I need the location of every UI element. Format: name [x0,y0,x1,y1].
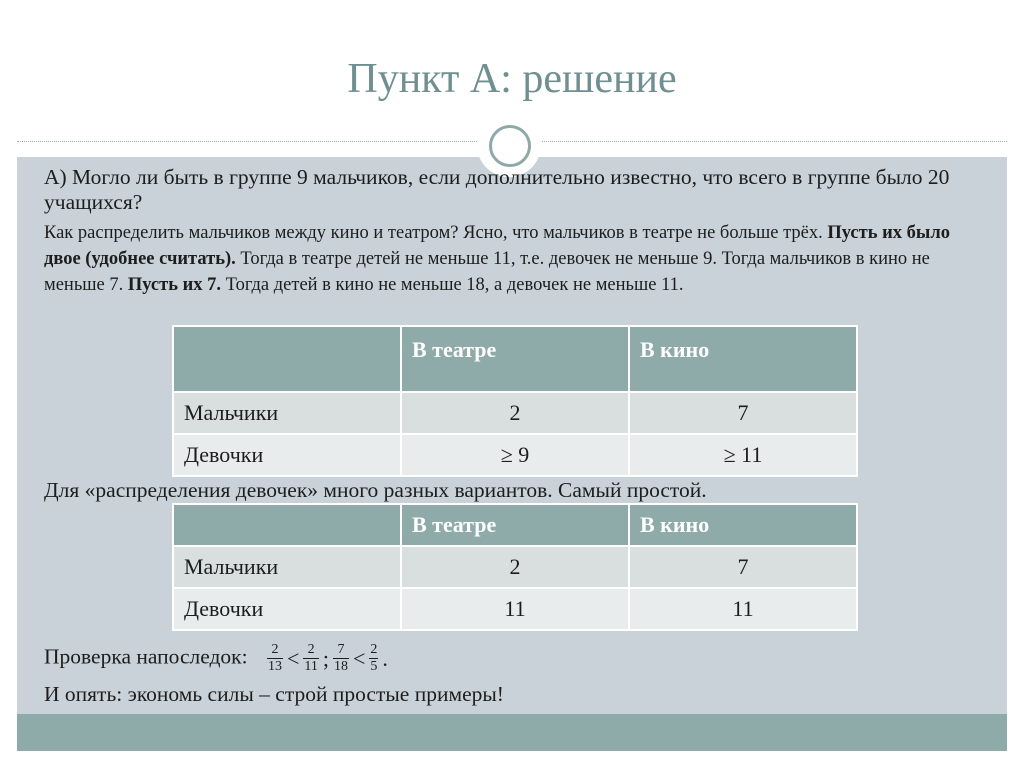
period: . [382,645,388,671]
row-label: Мальчики [173,546,401,588]
less-than: < [352,645,366,671]
distribution-text: Для «распределения девочек» много разных вариантов. Самый простой. [44,478,707,502]
table-header-cell [173,504,401,546]
table-header-cell: В театре [401,326,629,392]
table-cell: 11 [629,588,857,630]
solution-part-1: Как распределить мальчиков между кино и театром? Ясно, что мальчиков в театре не больше трёх. [44,223,828,243]
solution-text [44,220,984,298]
less-than: < [286,645,300,671]
separator: ; [322,645,329,671]
question-text: А) Могло ли быть в группе 9 мальчиков, если дополнительно известно, что всего в группе было 20 учащихся? [44,165,950,214]
table-header-row [173,326,857,392]
table-cell: 7 [629,392,857,434]
check-line [44,642,390,675]
numerator: 2 [303,642,318,659]
table-example [172,503,858,631]
denominator: 11 [304,659,318,674]
fraction [267,642,283,675]
table-estimate [172,325,858,477]
solution-bold-2: Пусть их 7. [127,275,222,295]
fraction [303,642,318,675]
table-header-cell: В театре [401,504,629,546]
row-label: Мальчики [173,392,401,434]
table-header-cell [173,326,401,392]
table-cell: 2 [401,392,629,434]
table-cell: ≥ 11 [629,434,857,476]
table-cell: ≥ 9 [401,434,629,476]
check-label: Проверка напоследок: [44,644,248,669]
ring-icon [489,125,531,167]
table-cell: 11 [401,588,629,630]
denominator: 18 [333,659,348,674]
table-cell: 7 [629,546,857,588]
denominator: 13 [267,659,282,674]
bottom-band [17,714,1007,751]
row-label: Девочки [173,434,401,476]
table-row [173,434,857,476]
solution-part-3: Тогда детей в кино не меньше 18, а девочек не меньше 11. [221,275,684,295]
table-header-cell: В кино [629,326,857,392]
table-cell: 2 [401,546,629,588]
table-row [173,588,857,630]
check-math [265,642,390,675]
fraction [333,642,349,675]
numerator: 2 [267,642,283,659]
table-row [173,546,857,588]
row-label: Девочки [173,588,401,630]
slide-title: Пункт А: решение [347,56,677,102]
fraction [369,642,378,675]
slide [17,17,1007,751]
numerator: 7 [333,642,349,659]
numerator: 2 [370,642,378,657]
solution-bold-1: Пусть их было двое (удобнее считать). [44,223,950,269]
denominator: 5 [370,659,378,674]
solution-part-2: Тогда в театре детей не меньше 11, т.е. девочек не меньше 9. Тогда мальчиков в кино не меньше 7. [44,249,930,295]
table-header-cell: В кино [629,504,857,546]
table-row [173,392,857,434]
table-header-row [173,504,857,546]
conclusion-text: И опять: экономь силы – строй простые примеры! [44,682,504,706]
